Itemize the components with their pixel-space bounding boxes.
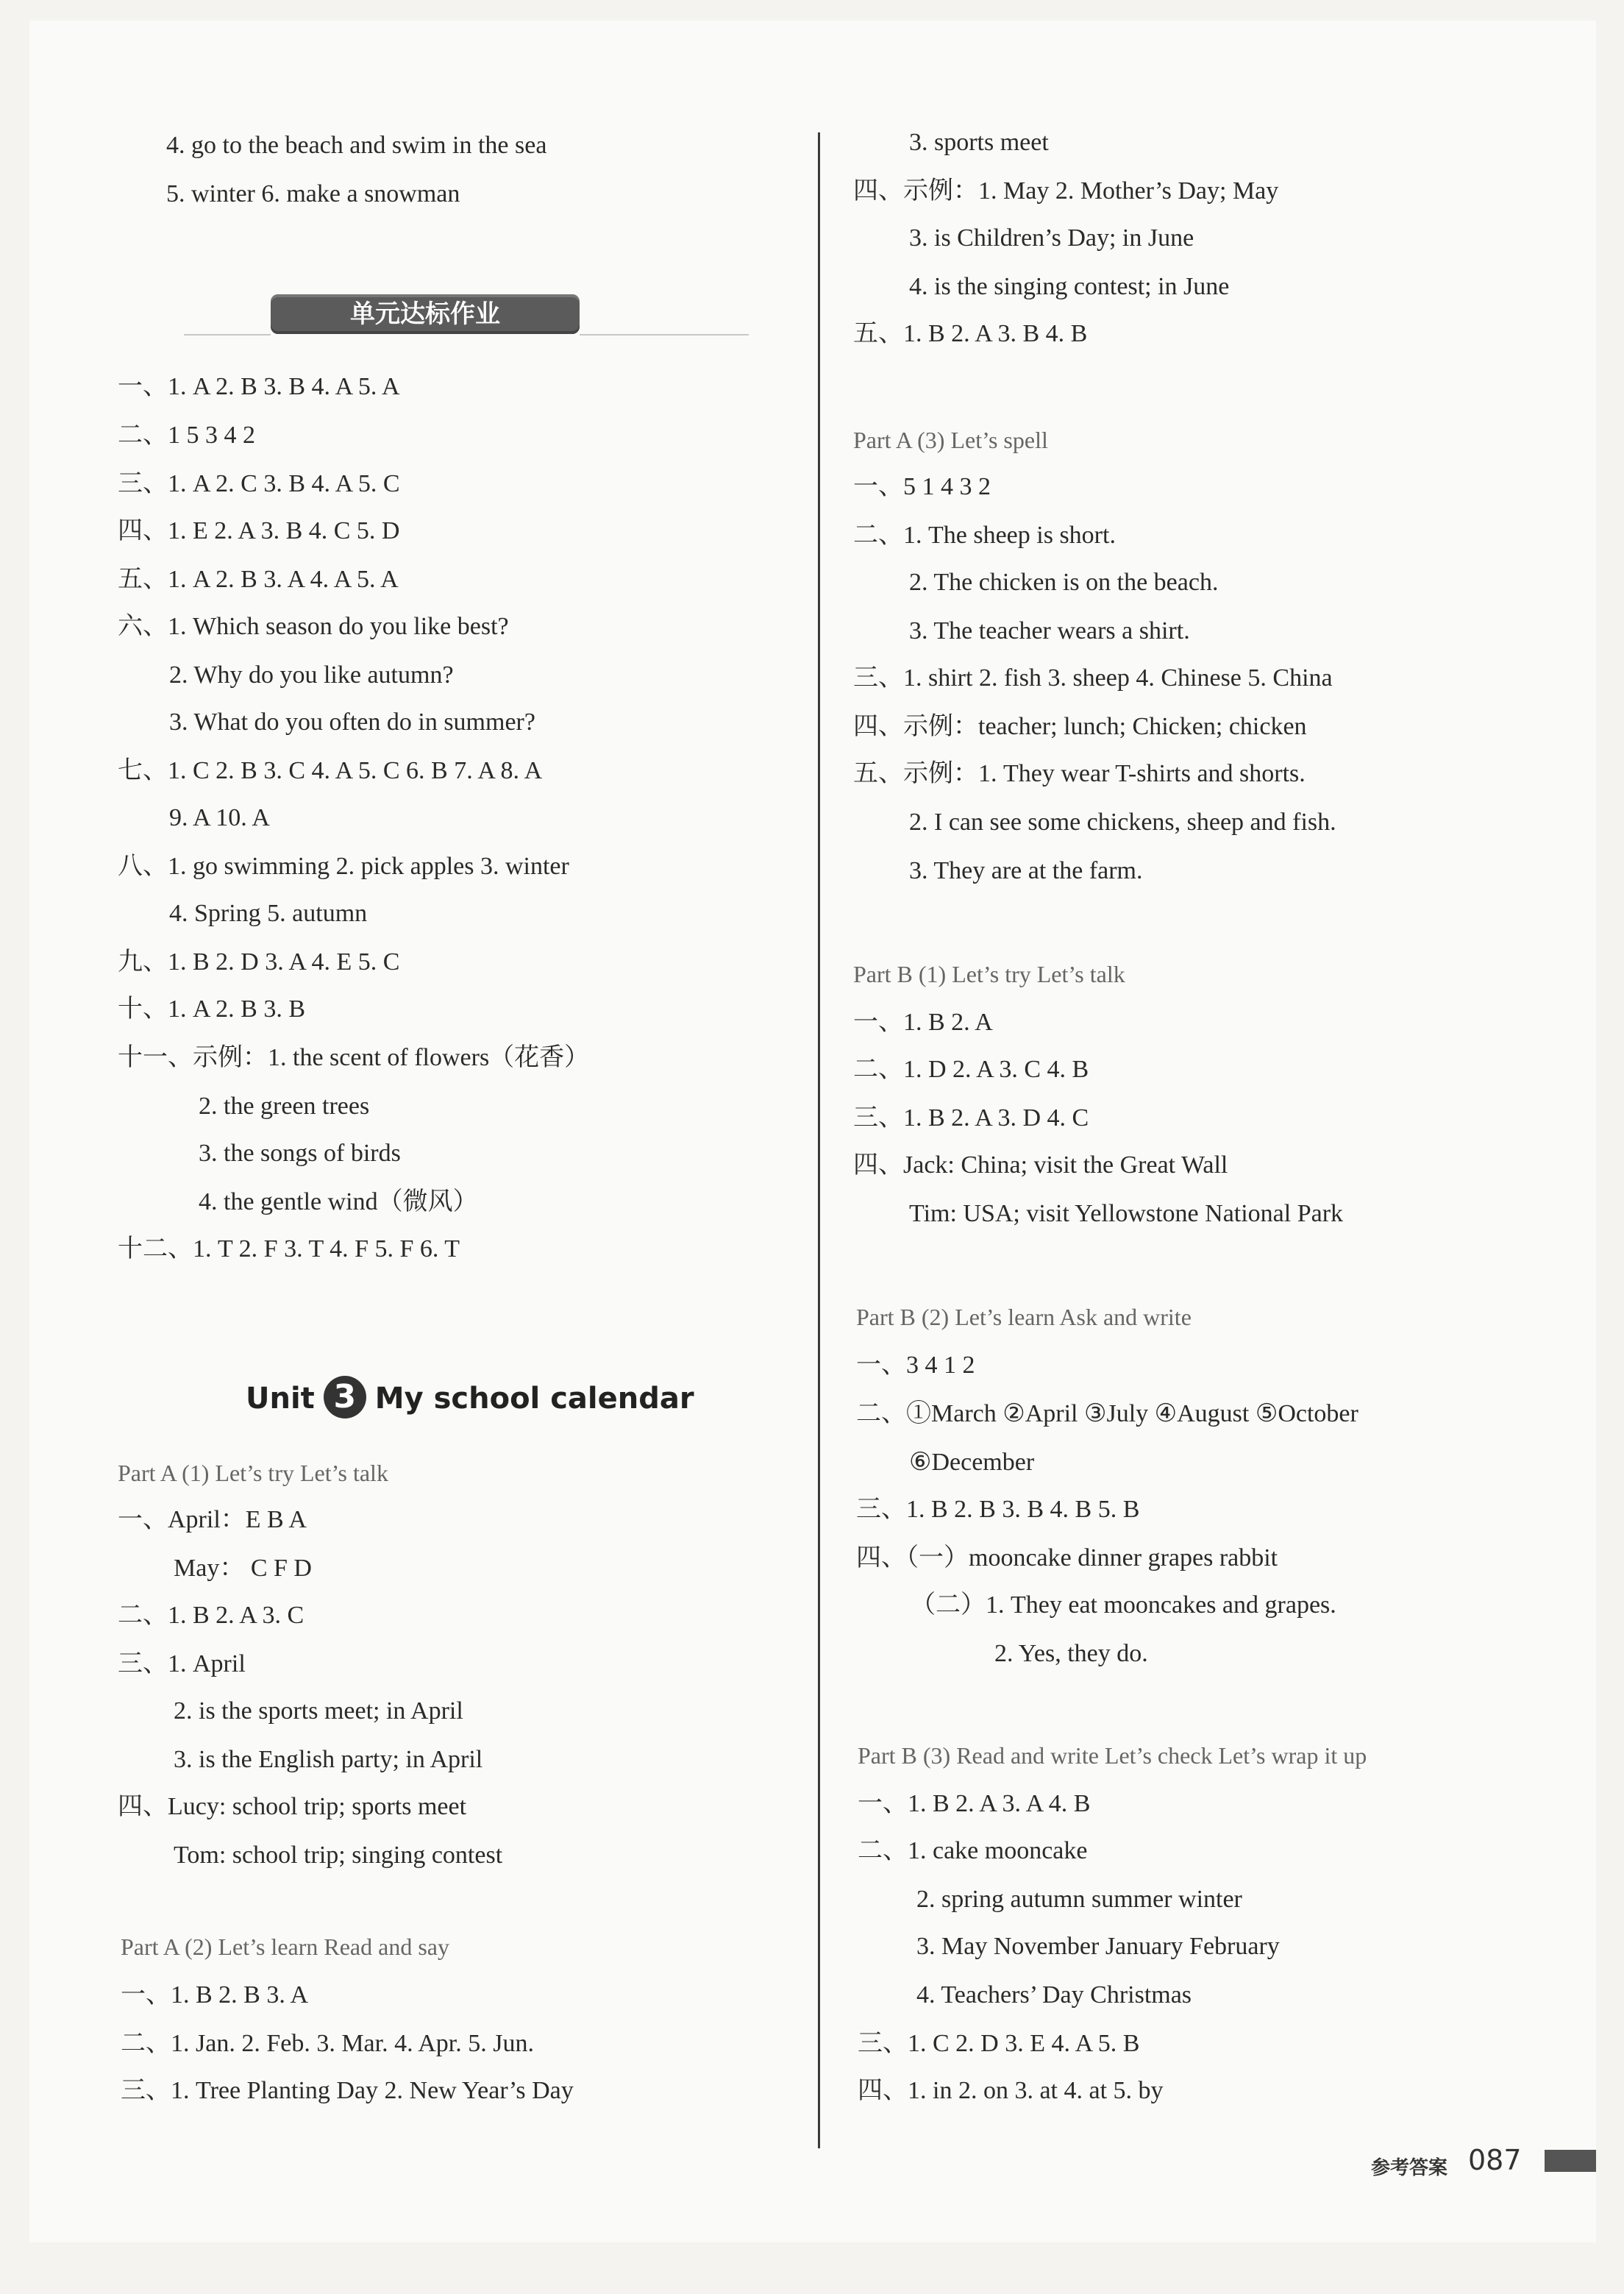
section-heading: Part B (2) Let’s learn Ask and write (856, 1304, 1192, 1330)
answer-line: 一、April：E B A (118, 1506, 307, 1533)
answer-line: 3. What do you often do in summer? (169, 709, 535, 736)
unit-test-banner: 单元达标作业 (271, 294, 580, 334)
answer-line: 九、1. B 2. D 3. A 4. E 5. C (118, 948, 400, 976)
banner-rule (580, 334, 749, 335)
answer-line: 二、1. Jan. 2. Feb. 3. Mar. 4. Apr. 5. Jun. (121, 2030, 534, 2057)
answer-line: 2. Why do you like autumn? (169, 661, 454, 689)
answer-line: 4. is the singing contest; in June (909, 273, 1230, 300)
answer-line: 八、1. go swimming 2. pick apples 3. winter (118, 853, 569, 880)
section-heading: Part A (3) Let’s spell (853, 427, 1048, 453)
answer-line: 三、1. April (118, 1650, 246, 1677)
answer-line: 3. They are at the farm. (909, 857, 1143, 884)
answer-line: 一、1. B 2. A 3. A 4. B (858, 1790, 1091, 1817)
answer-line: 3. The teacher wears a shirt. (909, 617, 1190, 644)
answer-line: 五、1. A 2. B 3. A 4. A 5. A (118, 566, 399, 593)
answer-line: （二）1. They eat mooncakes and grapes. (911, 1591, 1336, 1619)
answer-line: 一、3 4 1 2 (856, 1352, 975, 1379)
answer-line: 3. sports meet (909, 129, 1049, 156)
answer-line: 五、1. B 2. A 3. B 4. B (853, 320, 1088, 347)
answer-line: 四、示例：1. May 2. Mother’s Day; May (853, 177, 1279, 205)
answer-line: 4. the gentle wind（微风） (199, 1188, 478, 1215)
answer-line: 十二、1. T 2. F 3. T 4. F 5. F 6. T (118, 1235, 460, 1263)
answer-line: 一、5 1 4 3 2 (853, 473, 991, 500)
answer-line: 二、1. cake mooncake (858, 1837, 1088, 1864)
answer-line: 三、1. C 2. D 3. E 4. A 5. B (858, 2030, 1140, 2057)
answer-line: 四、1. in 2. on 3. at 4. at 5. by (858, 2077, 1164, 2104)
answer-line: 4. go to the beach and swim in the sea (166, 132, 547, 159)
page-number: 087 (1468, 2144, 1522, 2176)
answer-line: 2. The chicken is on the beach. (909, 569, 1219, 596)
answer-line: 七、1. C 2. B 3. C 4. A 5. C 6. B 7. A 8. A (118, 757, 543, 784)
section-heading: Part B (3) Read and write Let’s check Let’s wrap it up (858, 1742, 1367, 1769)
answer-line: 3. is the English party; in April (174, 1746, 483, 1773)
answer-line: 三、1. B 2. B 3. B 4. B 5. B (856, 1496, 1140, 1523)
section-heading: Part B (1) Let’s try Let’s talk (853, 961, 1125, 987)
answer-line: 六、1. Which season do you like best? (118, 613, 509, 640)
answer-line: 三、1. B 2. A 3. D 4. C (853, 1104, 1089, 1132)
answer-line: 四、1. E 2. A 3. B 4. C 5. D (118, 517, 400, 544)
section-heading: Part A (1) Let’s try Let’s talk (118, 1460, 388, 1486)
answer-line: 四、（一）mooncake dinner grapes rabbit (856, 1544, 1278, 1572)
answer-line: Tim: USA; visit Yellowstone National Park (909, 1200, 1344, 1227)
answer-line: 二、1. The sheep is short. (853, 522, 1116, 549)
answer-line: 一、1. B 2. A (853, 1009, 993, 1036)
column-divider (818, 132, 820, 2148)
footer-label: 参考答案 (1371, 2157, 1448, 2179)
answer-line: 5. winter 6. make a snowman (166, 180, 460, 207)
answer-line: 四、Lucy: school trip; sports meet (118, 1793, 467, 1820)
answer-line: 二、①March ②April ③July ④August ⑤October (856, 1400, 1358, 1427)
footer-bar (1545, 2150, 1596, 2172)
answer-line: 二、1 5 3 4 2 (118, 422, 255, 449)
unit-title: Unit 3 My school calendar (246, 1373, 694, 1424)
answer-line: 二、1. B 2. A 3. C (118, 1602, 304, 1629)
answer-page (29, 21, 1596, 2242)
answer-line: 一、1. B 2. B 3. A (121, 1981, 309, 2009)
banner-rule (184, 334, 271, 335)
answer-line: 3. May November January February (916, 1933, 1280, 1960)
answer-line: 4. Teachers’ Day Christmas (916, 1981, 1192, 2009)
answer-line: 2. the green trees (199, 1093, 370, 1120)
answer-line: 二、1. D 2. A 3. C 4. B (853, 1056, 1089, 1083)
section-heading: Part A (2) Let’s learn Read and say (121, 1933, 449, 1960)
answer-line: 十一、示例：1. the scent of flowers（花香） (118, 1044, 590, 1071)
answer-line: 一、1. A 2. B 3. B 4. A 5. A (118, 373, 400, 400)
unit-number-badge: 3 (324, 1376, 366, 1418)
answer-line: 五、示例：1. They wear T-shirts and shorts. (853, 760, 1306, 787)
answer-line: 四、Jack: China; visit the Great Wall (853, 1151, 1228, 1179)
answer-line: 2. spring autumn summer winter (916, 1886, 1242, 1913)
answer-line: 四、示例：teacher; lunch; Chicken; chicken (853, 713, 1307, 740)
answer-line: 十、1. A 2. B 3. B (118, 995, 306, 1023)
answer-line: 2. I can see some chickens, sheep and fish. (909, 809, 1336, 836)
answer-line: 9. A 10. A (169, 804, 270, 831)
answer-line: Tom: school trip; singing contest (174, 1842, 503, 1869)
answer-line: 4. Spring 5. autumn (169, 900, 368, 927)
answer-line: 三、1. shirt 2. fish 3. sheep 4. Chinese 5. China (853, 664, 1333, 692)
answer-line: 三、1. A 2. C 3. B 4. A 5. C (118, 470, 400, 497)
answer-line: 2. Yes, they do. (994, 1640, 1148, 1667)
answer-line: 3. is Children’s Day; in June (909, 224, 1194, 252)
answer-line: ⑥December (909, 1449, 1035, 1476)
answer-line: 2. is the sports meet; in April (174, 1697, 463, 1725)
answer-line: 三、1. Tree Planting Day 2. New Year’s Day (121, 2077, 574, 2104)
answer-line: 3. the songs of birds (199, 1140, 401, 1167)
answer-line: May： C F D (174, 1555, 312, 1582)
